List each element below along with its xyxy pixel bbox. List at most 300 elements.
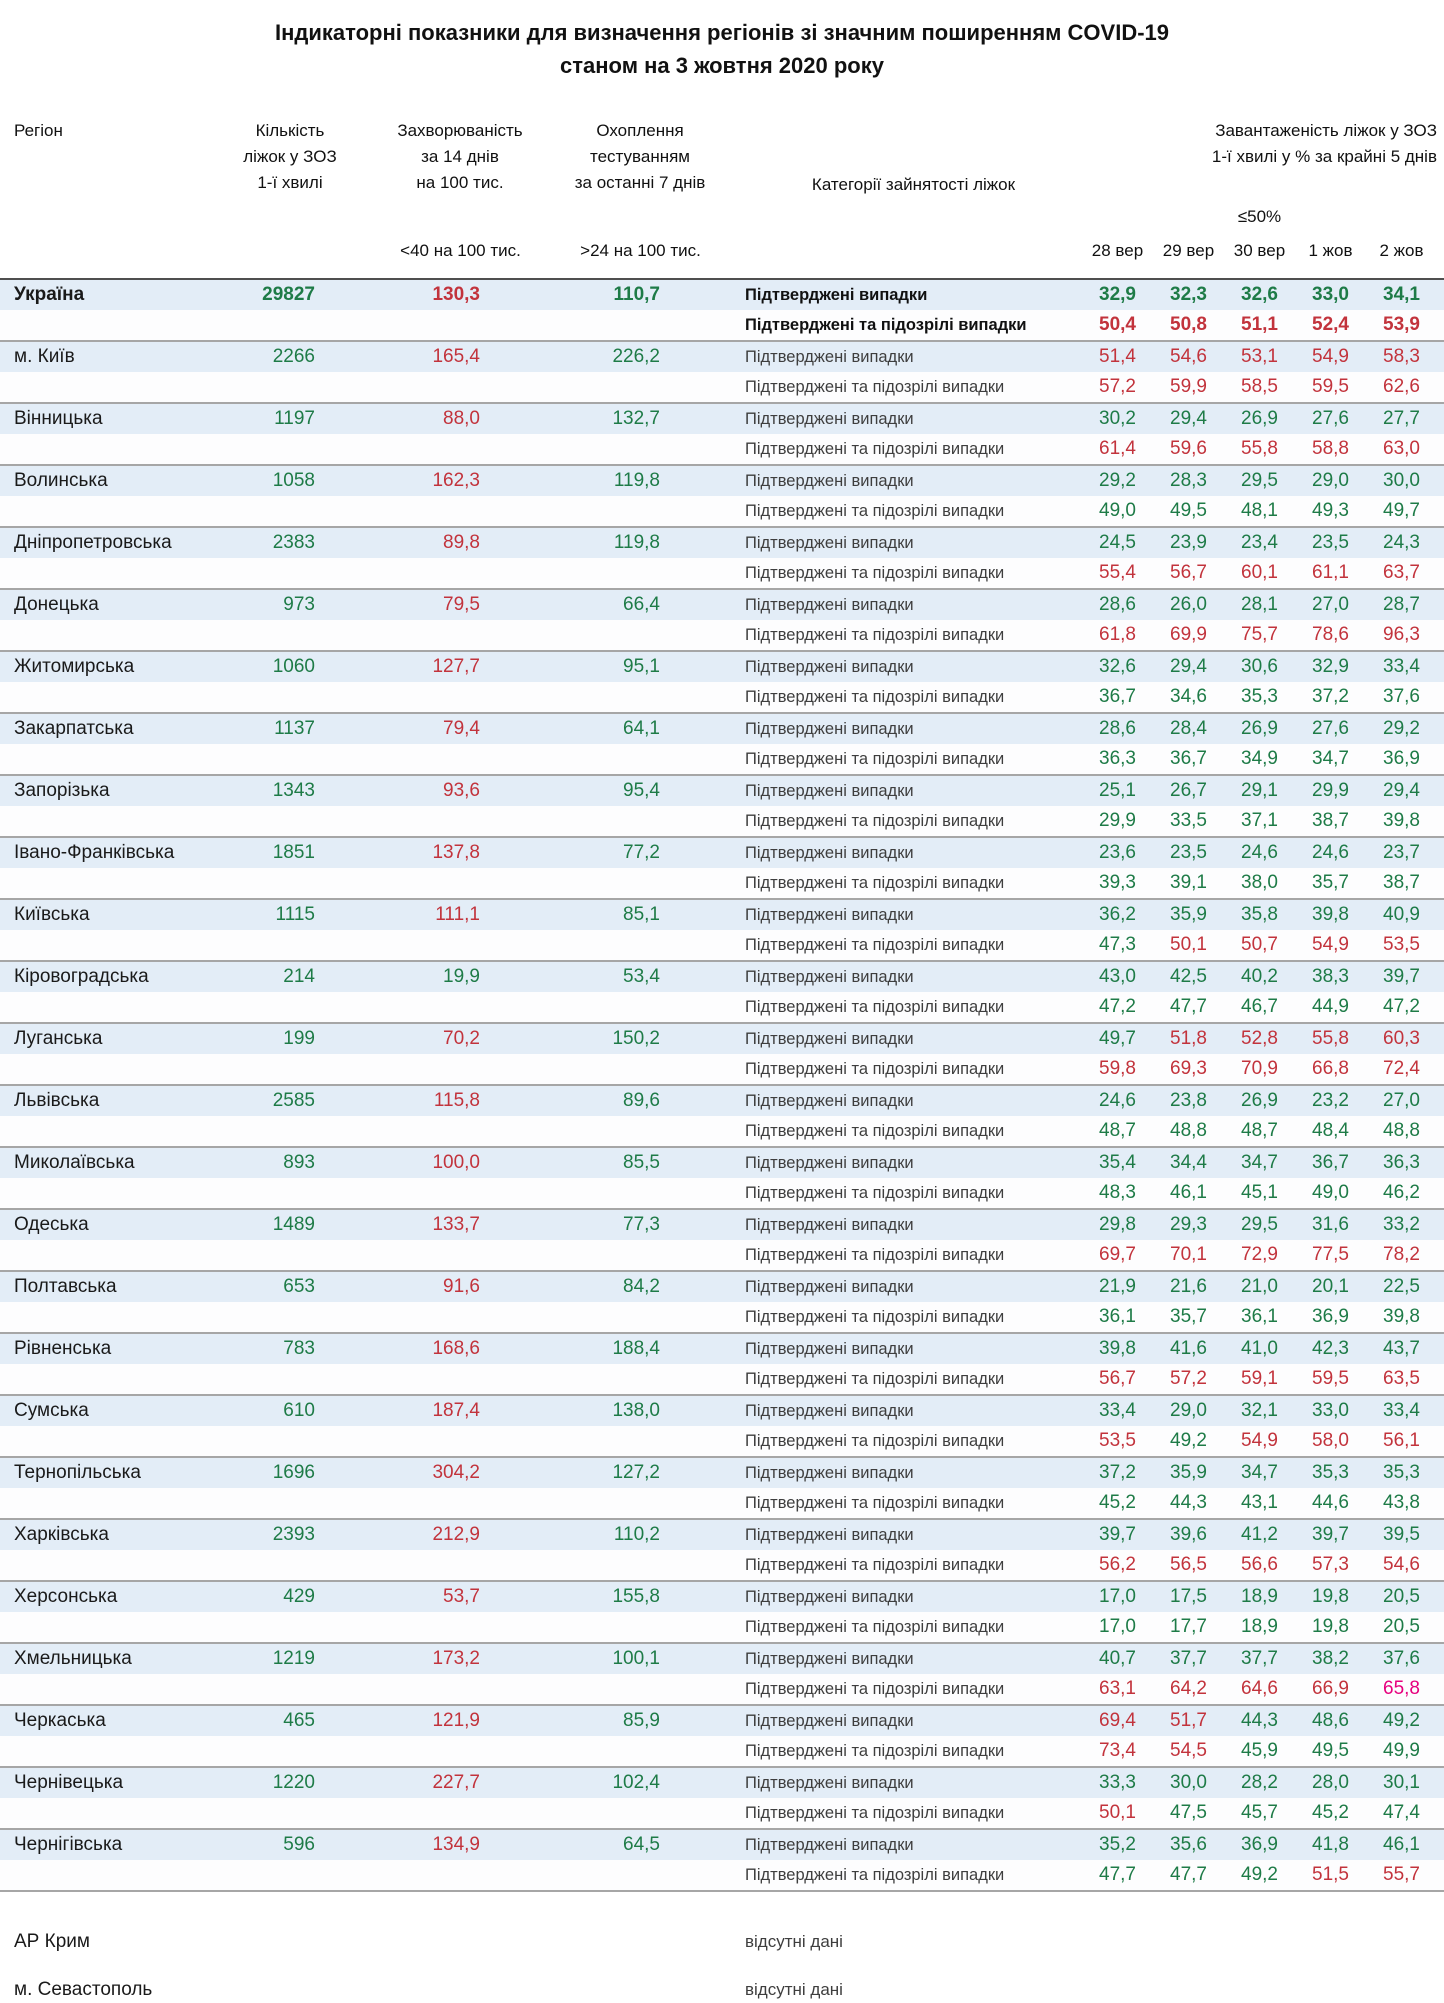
incidence-value: 89,8	[443, 532, 480, 553]
table-row	[0, 1644, 1444, 1674]
table-row	[0, 714, 1444, 744]
occupancy-value: 35,7	[1312, 872, 1349, 893]
column-header-beds	[217, 118, 363, 196]
incidence-value: 168,6	[432, 1338, 480, 1359]
occupancy-value: 19,8	[1312, 1616, 1349, 1637]
occupancy-value: 23,5	[1312, 532, 1349, 553]
region-block	[0, 528, 1444, 590]
occupancy-value: 32,6	[1099, 656, 1136, 677]
table-row-no-data	[0, 1966, 1444, 2003]
occupancy-value: 39,5	[1383, 1524, 1420, 1545]
table-row	[0, 1148, 1444, 1178]
occupancy-value: 29,2	[1099, 470, 1136, 491]
occupancy-value: 29,3	[1170, 1214, 1207, 1235]
occupancy-value: 52,8	[1241, 1028, 1278, 1049]
beds-value: 653	[283, 1276, 315, 1297]
occupancy-value: 28,1	[1241, 594, 1278, 615]
occupancy-value: 29,1	[1241, 780, 1278, 801]
category-label: Підтверджені та підозрілі випадки	[745, 377, 1005, 396]
occupancy-value: 57,2	[1170, 1368, 1207, 1389]
category-label: Підтверджені та підозрілі випадки	[745, 1245, 1005, 1264]
occupancy-value: 33,4	[1383, 1400, 1420, 1421]
testing-value: 132,7	[612, 408, 660, 429]
occupancy-value: 59,9	[1170, 376, 1207, 397]
occupancy-value: 39,6	[1170, 1524, 1207, 1545]
occupancy-value: 48,7	[1241, 1120, 1278, 1141]
category-label: Підтверджені випадки	[745, 347, 914, 366]
occupancy-value: 37,2	[1099, 1462, 1136, 1483]
incidence-value: 53,7	[443, 1586, 480, 1607]
occupancy-value: 53,5	[1099, 1430, 1136, 1451]
incidence-value: 162,3	[432, 470, 480, 491]
region-name: Закарпатська	[14, 718, 134, 739]
category-label: Підтверджені випадки	[745, 1773, 914, 1792]
region-block	[0, 962, 1444, 1024]
table-header	[0, 82, 1444, 278]
incidence-value: 79,5	[443, 594, 480, 615]
beds-value: 1489	[272, 1214, 315, 1235]
occupancy-value: 58,0	[1312, 1430, 1349, 1451]
testing-value: 102,4	[612, 1772, 660, 1793]
occupancy-value: 41,6	[1170, 1338, 1207, 1359]
occupancy-value: 26,9	[1241, 718, 1278, 739]
occupancy-value: 37,7	[1170, 1648, 1207, 1669]
occupancy-value: 56,6	[1241, 1554, 1278, 1575]
occupancy-value: 39,8	[1099, 1338, 1136, 1359]
table-row	[0, 1302, 1444, 1332]
occupancy-value: 57,2	[1099, 376, 1136, 397]
occupancy-value: 19,8	[1312, 1586, 1349, 1607]
occupancy-value: 35,9	[1170, 1462, 1207, 1483]
region-block	[0, 590, 1444, 652]
occupancy-value: 47,2	[1099, 996, 1136, 1017]
category-label: Підтверджені випадки	[745, 1649, 914, 1668]
occupancy-value: 32,3	[1170, 284, 1207, 305]
occupancy-value: 36,2	[1099, 904, 1136, 925]
occupancy-value: 48,8	[1170, 1120, 1207, 1141]
occupancy-value: 28,0	[1312, 1772, 1349, 1793]
column-header-beds-line2: ліжок у ЗОЗ	[243, 147, 337, 166]
occupancy-value: 29,9	[1312, 780, 1349, 801]
occupancy-value: 39,8	[1383, 1306, 1420, 1327]
category-label: Підтверджені та підозрілі випадки	[745, 1555, 1005, 1574]
occupancy-value: 54,9	[1312, 934, 1349, 955]
occupancy-value: 29,5	[1241, 1214, 1278, 1235]
occupancy-value: 35,6	[1170, 1834, 1207, 1855]
occupancy-value: 29,4	[1170, 656, 1207, 677]
occupancy-value: 34,6	[1170, 686, 1207, 707]
occupancy-value: 29,4	[1170, 408, 1207, 429]
table-row	[0, 962, 1444, 992]
occupancy-value: 59,1	[1241, 1368, 1278, 1389]
occupancy-value: 78,2	[1383, 1244, 1420, 1265]
occupancy-value: 49,3	[1312, 500, 1349, 521]
occupancy-value: 35,4	[1099, 1152, 1136, 1173]
occupancy-value: 35,8	[1241, 904, 1278, 925]
occupancy-value: 23,5	[1170, 842, 1207, 863]
table-row	[0, 1396, 1444, 1426]
table-row	[0, 652, 1444, 682]
occupancy-value: 34,4	[1170, 1152, 1207, 1173]
occupancy-value: 24,3	[1383, 532, 1420, 553]
testing-value: 119,8	[613, 532, 660, 553]
occupancy-value: 27,0	[1312, 594, 1349, 615]
date-header: 1 жов	[1308, 241, 1353, 260]
occupancy-value: 62,6	[1383, 376, 1420, 397]
occupancy-value: 39,3	[1099, 872, 1136, 893]
occupancy-value: 59,5	[1312, 1368, 1349, 1389]
occupancy-value: 54,6	[1383, 1554, 1420, 1575]
column-header-testing-line1: Охоплення	[596, 121, 684, 140]
testing-value: 119,8	[613, 470, 660, 491]
occupancy-value: 41,2	[1241, 1524, 1278, 1545]
occupancy-value: 46,2	[1383, 1182, 1420, 1203]
column-header-incidence-line1: Захворюваність	[397, 121, 523, 140]
occupancy-value: 40,2	[1241, 966, 1278, 987]
category-label: Підтверджені випадки	[745, 1339, 914, 1358]
incidence-value: 137,8	[432, 842, 480, 863]
occupancy-value: 59,6	[1170, 438, 1207, 459]
occupancy-value: 61,4	[1099, 438, 1136, 459]
beds-value: 1115	[275, 904, 315, 925]
occupancy-value: 48,6	[1312, 1710, 1349, 1731]
occupancy-value: 50,1	[1170, 934, 1207, 955]
category-label: Підтверджені випадки	[745, 533, 914, 552]
occupancy-value: 25,1	[1099, 780, 1136, 801]
region-block	[0, 342, 1444, 404]
occupancy-value: 48,7	[1099, 1120, 1136, 1141]
category-label: Підтверджені та підозрілі випадки	[745, 749, 1005, 768]
occupancy-value: 31,6	[1312, 1214, 1349, 1235]
incidence-value: 88,0	[443, 408, 480, 429]
testing-value: 64,1	[623, 718, 660, 739]
category-label: Підтверджені та підозрілі випадки	[745, 1369, 1005, 1388]
region-block	[0, 900, 1444, 962]
occupancy-value: 28,3	[1170, 470, 1207, 491]
testing-value: 53,4	[623, 966, 660, 987]
occupancy-value: 40,7	[1099, 1648, 1136, 1669]
region-block	[0, 466, 1444, 528]
occupancy-value: 49,5	[1170, 500, 1207, 521]
region-block	[0, 1706, 1444, 1768]
table-row	[0, 838, 1444, 868]
occupancy-value: 49,0	[1099, 500, 1136, 521]
region-name: Запорізька	[14, 780, 110, 801]
occupancy-value: 47,7	[1099, 1864, 1136, 1885]
category-label: Підтверджені випадки	[745, 1215, 914, 1234]
occupancy-value: 17,0	[1099, 1616, 1136, 1637]
occupancy-value: 38,0	[1241, 872, 1278, 893]
table-row	[0, 528, 1444, 558]
occupancy-value: 29,9	[1099, 810, 1136, 831]
occupancy-value: 51,5	[1312, 1864, 1349, 1885]
table-row	[0, 404, 1444, 434]
category-label: Підтверджені та підозрілі випадки	[745, 1307, 1005, 1326]
occupancy-value: 17,7	[1170, 1616, 1207, 1637]
occupancy-value: 35,2	[1099, 1834, 1136, 1855]
occupancy-value: 37,6	[1383, 686, 1420, 707]
occupancy-value: 35,3	[1383, 1462, 1420, 1483]
beds-value: 973	[283, 594, 315, 615]
occupancy-value: 69,3	[1170, 1058, 1207, 1079]
occupancy-value: 38,3	[1312, 966, 1349, 987]
beds-value: 2266	[272, 346, 315, 367]
occupancy-value: 30,0	[1383, 470, 1420, 491]
occupancy-value: 34,7	[1241, 1462, 1278, 1483]
category-label: Підтверджені та підозрілі випадки	[745, 1741, 1005, 1760]
testing-value: 127,2	[612, 1462, 660, 1483]
occupancy-value: 23,6	[1099, 842, 1136, 863]
region-name: Херсонська	[14, 1586, 118, 1607]
occupancy-value: 21,0	[1241, 1276, 1278, 1297]
date-header: 28 вер	[1091, 241, 1144, 260]
occupancy-value: 48,4	[1312, 1120, 1349, 1141]
occupancy-value: 28,7	[1383, 594, 1420, 615]
category-label: Підтверджені випадки	[745, 1153, 914, 1172]
occupancy-value: 33,0	[1312, 1400, 1349, 1421]
beds-value: 1343	[272, 780, 315, 801]
region-block	[0, 1520, 1444, 1582]
occupancy-value: 24,5	[1099, 532, 1136, 553]
region-name: Тернопільська	[14, 1462, 141, 1483]
category-label: Підтверджені випадки	[745, 471, 914, 490]
occupancy-value: 52,4	[1312, 314, 1349, 335]
table-row	[0, 558, 1444, 588]
occupancy-value: 47,2	[1383, 996, 1420, 1017]
occupancy-value: 38,7	[1312, 810, 1349, 831]
occupancy-value: 49,2	[1383, 1710, 1420, 1731]
region-block	[0, 838, 1444, 900]
occupancy-value: 50,1	[1099, 1802, 1136, 1823]
incidence-value: 111,1	[435, 904, 480, 925]
occupancy-value: 24,6	[1312, 842, 1349, 863]
category-label: Підтверджені випадки	[745, 905, 914, 924]
category-label: Підтверджені та підозрілі випадки	[745, 935, 1005, 954]
occupancy-value: 17,0	[1099, 1586, 1136, 1607]
table-row	[0, 620, 1444, 650]
occupancy-value: 27,6	[1312, 408, 1349, 429]
region-block	[0, 1334, 1444, 1396]
date-header: 29 вер	[1162, 241, 1215, 260]
occupancy-value: 43,0	[1099, 966, 1136, 987]
incidence-value: 70,2	[443, 1028, 480, 1049]
table-row	[0, 1860, 1444, 1890]
occupancy-value: 30,2	[1099, 408, 1136, 429]
category-label: Підтверджені випадки	[745, 843, 914, 862]
occupancy-value: 26,7	[1170, 780, 1207, 801]
occupancy-value: 37,6	[1383, 1648, 1420, 1669]
table-row	[0, 1736, 1444, 1766]
occupancy-value: 36,7	[1099, 686, 1136, 707]
region-block	[0, 776, 1444, 838]
incidence-value: 130,3	[432, 284, 480, 305]
testing-value: 85,5	[623, 1152, 660, 1173]
category-label: Підтверджені випадки	[745, 1463, 914, 1482]
occupancy-value: 47,3	[1099, 934, 1136, 955]
occupancy-value: 24,6	[1241, 842, 1278, 863]
occupancy-value: 56,1	[1383, 1430, 1420, 1451]
occupancy-value: 34,7	[1241, 1152, 1278, 1173]
occupancy-value: 69,9	[1170, 624, 1207, 645]
region-name: Житомирська	[14, 656, 135, 677]
testing-value: 95,4	[623, 780, 660, 801]
table-row	[0, 1272, 1444, 1302]
region-name: м. Севастополь	[14, 1979, 153, 2000]
occupancy-value: 36,1	[1241, 1306, 1278, 1327]
occupancy-value: 49,7	[1099, 1028, 1136, 1049]
table-row	[0, 1488, 1444, 1518]
column-header-beds-line3: 1-ї хвилі	[257, 173, 323, 192]
page-title	[0, 16, 1444, 82]
testing-value: 77,2	[623, 842, 660, 863]
regions-table	[0, 278, 1444, 2003]
region-block	[0, 1830, 1444, 1892]
region-name: Волинська	[14, 470, 108, 491]
table-row	[0, 1674, 1444, 1704]
occupancy-value: 20,1	[1312, 1276, 1349, 1297]
region-name: Чернівецька	[14, 1772, 124, 1793]
beds-value: 199	[283, 1028, 315, 1049]
category-label: Підтверджені випадки	[745, 409, 914, 428]
category-label: Підтверджені та підозрілі випадки	[745, 501, 1005, 520]
occupancy-value: 48,3	[1099, 1182, 1136, 1203]
table-row	[0, 900, 1444, 930]
occupancy-value: 17,5	[1170, 1586, 1207, 1607]
incidence-value: 134,9	[432, 1834, 480, 1855]
column-header-incidence-line3: на 100 тис.	[416, 173, 504, 192]
beds-value: 1851	[272, 842, 315, 863]
testing-value: 110,2	[613, 1524, 660, 1545]
occupancy-value: 44,6	[1312, 1492, 1349, 1513]
category-label: Підтверджені та підозрілі випадки	[745, 873, 1005, 892]
category-label: Підтверджені випадки	[745, 1835, 914, 1854]
incidence-value: 79,4	[443, 718, 480, 739]
occupancy-value: 48,8	[1383, 1120, 1420, 1141]
occupancy-value: 54,5	[1170, 1740, 1207, 1761]
column-header-occupancy-line2: 1-ї хвилі у % за крайні 5 днів	[1211, 147, 1437, 166]
occupancy-value: 23,7	[1383, 842, 1420, 863]
region-block	[0, 1024, 1444, 1086]
occupancy-value: 46,1	[1170, 1182, 1207, 1203]
category-label: Підтверджені та підозрілі випадки	[745, 997, 1005, 1016]
beds-value: 1060	[272, 656, 315, 677]
table-row	[0, 1364, 1444, 1394]
column-header-occupancy-line1: Завантаженість ліжок у ЗОЗ	[1215, 121, 1437, 140]
testing-value: 188,4	[612, 1338, 660, 1359]
occupancy-value: 35,7	[1170, 1306, 1207, 1327]
region-block	[0, 404, 1444, 466]
region-name: Рівненська	[14, 1338, 112, 1359]
region-block	[0, 1210, 1444, 1272]
region-name: Хмельницька	[14, 1648, 132, 1669]
occupancy-value: 34,7	[1312, 748, 1349, 769]
occupancy-value: 39,1	[1170, 872, 1207, 893]
beds-value: 596	[283, 1834, 315, 1855]
category-label: Підтверджені випадки	[745, 781, 914, 800]
occupancy-value: 77,5	[1312, 1244, 1349, 1265]
occupancy-value: 20,5	[1383, 1586, 1420, 1607]
table-row	[0, 590, 1444, 620]
occupancy-value: 41,8	[1312, 1834, 1349, 1855]
occupancy-value: 30,0	[1170, 1772, 1207, 1793]
testing-value: 100,1	[612, 1648, 660, 1669]
occupancy-value: 33,4	[1383, 656, 1420, 677]
occupancy-value: 55,8	[1312, 1028, 1349, 1049]
category-label: Підтверджені випадки	[745, 1401, 914, 1420]
table-row-no-data	[0, 1918, 1444, 1966]
occupancy-value: 51,7	[1170, 1710, 1207, 1731]
table-row	[0, 1798, 1444, 1828]
region-block	[0, 652, 1444, 714]
occupancy-value: 49,0	[1312, 1182, 1349, 1203]
occupancy-value: 32,9	[1099, 284, 1136, 305]
table-row	[0, 1116, 1444, 1146]
occupancy-value: 55,7	[1383, 1864, 1420, 1885]
region-block	[0, 1458, 1444, 1520]
table-row	[0, 1024, 1444, 1054]
table-row	[0, 1178, 1444, 1208]
category-label: Підтверджені випадки	[745, 1711, 914, 1730]
occupancy-value: 48,1	[1241, 500, 1278, 521]
beds-value: 1696	[272, 1462, 315, 1483]
occupancy-value: 37,1	[1241, 810, 1278, 831]
table-row	[0, 776, 1444, 806]
region-name: Кіровоградська	[14, 966, 149, 987]
category-label: Підтверджені випадки	[745, 285, 928, 304]
occupancy-value: 43,7	[1383, 1338, 1420, 1359]
occupancy-value: 44,3	[1170, 1492, 1207, 1513]
table-row	[0, 1054, 1444, 1084]
table-row	[0, 310, 1444, 340]
category-label: Підтверджені та підозрілі випадки	[745, 1617, 1005, 1636]
category-label: Підтверджені та підозрілі випадки	[745, 687, 1005, 706]
occupancy-value: 36,9	[1312, 1306, 1349, 1327]
incidence-value: 227,7	[432, 1772, 480, 1793]
occupancy-value: 57,3	[1312, 1554, 1349, 1575]
testing-value: 155,8	[612, 1586, 660, 1607]
occupancy-value: 38,7	[1383, 872, 1420, 893]
occupancy-value: 72,9	[1241, 1244, 1278, 1265]
occupancy-value: 36,3	[1099, 748, 1136, 769]
occupancy-value: 34,9	[1241, 748, 1278, 769]
occupancy-value: 65,8	[1383, 1678, 1420, 1699]
incidence-value: 19,9	[443, 966, 480, 987]
category-label: Підтверджені випадки	[745, 967, 914, 986]
occupancy-value: 60,1	[1241, 562, 1278, 583]
occupancy-value: 23,4	[1241, 532, 1278, 553]
occupancy-value: 66,8	[1312, 1058, 1349, 1079]
region-block	[0, 1272, 1444, 1334]
occupancy-value: 54,6	[1170, 346, 1207, 367]
occupancy-value: 51,1	[1241, 314, 1278, 335]
region-name: м. Київ	[14, 346, 75, 367]
occupancy-value: 60,3	[1383, 1028, 1420, 1049]
region-block	[0, 280, 1444, 342]
category-label: Підтверджені та підозрілі випадки	[745, 1059, 1005, 1078]
beds-value: 2393	[272, 1524, 315, 1545]
testing-value: 84,2	[623, 1276, 660, 1297]
region-name: Донецька	[14, 594, 99, 615]
occupancy-value: 54,9	[1241, 1430, 1278, 1451]
incidence-value: 121,9	[432, 1710, 480, 1731]
occupancy-value: 42,3	[1312, 1338, 1349, 1359]
occupancy-value: 32,6	[1241, 284, 1278, 305]
occupancy-value: 39,8	[1383, 810, 1420, 831]
occupancy-value: 26,0	[1170, 594, 1207, 615]
beds-value: 893	[283, 1152, 315, 1173]
occupancy-value: 64,2	[1170, 1678, 1207, 1699]
occupancy-value: 66,9	[1312, 1678, 1349, 1699]
